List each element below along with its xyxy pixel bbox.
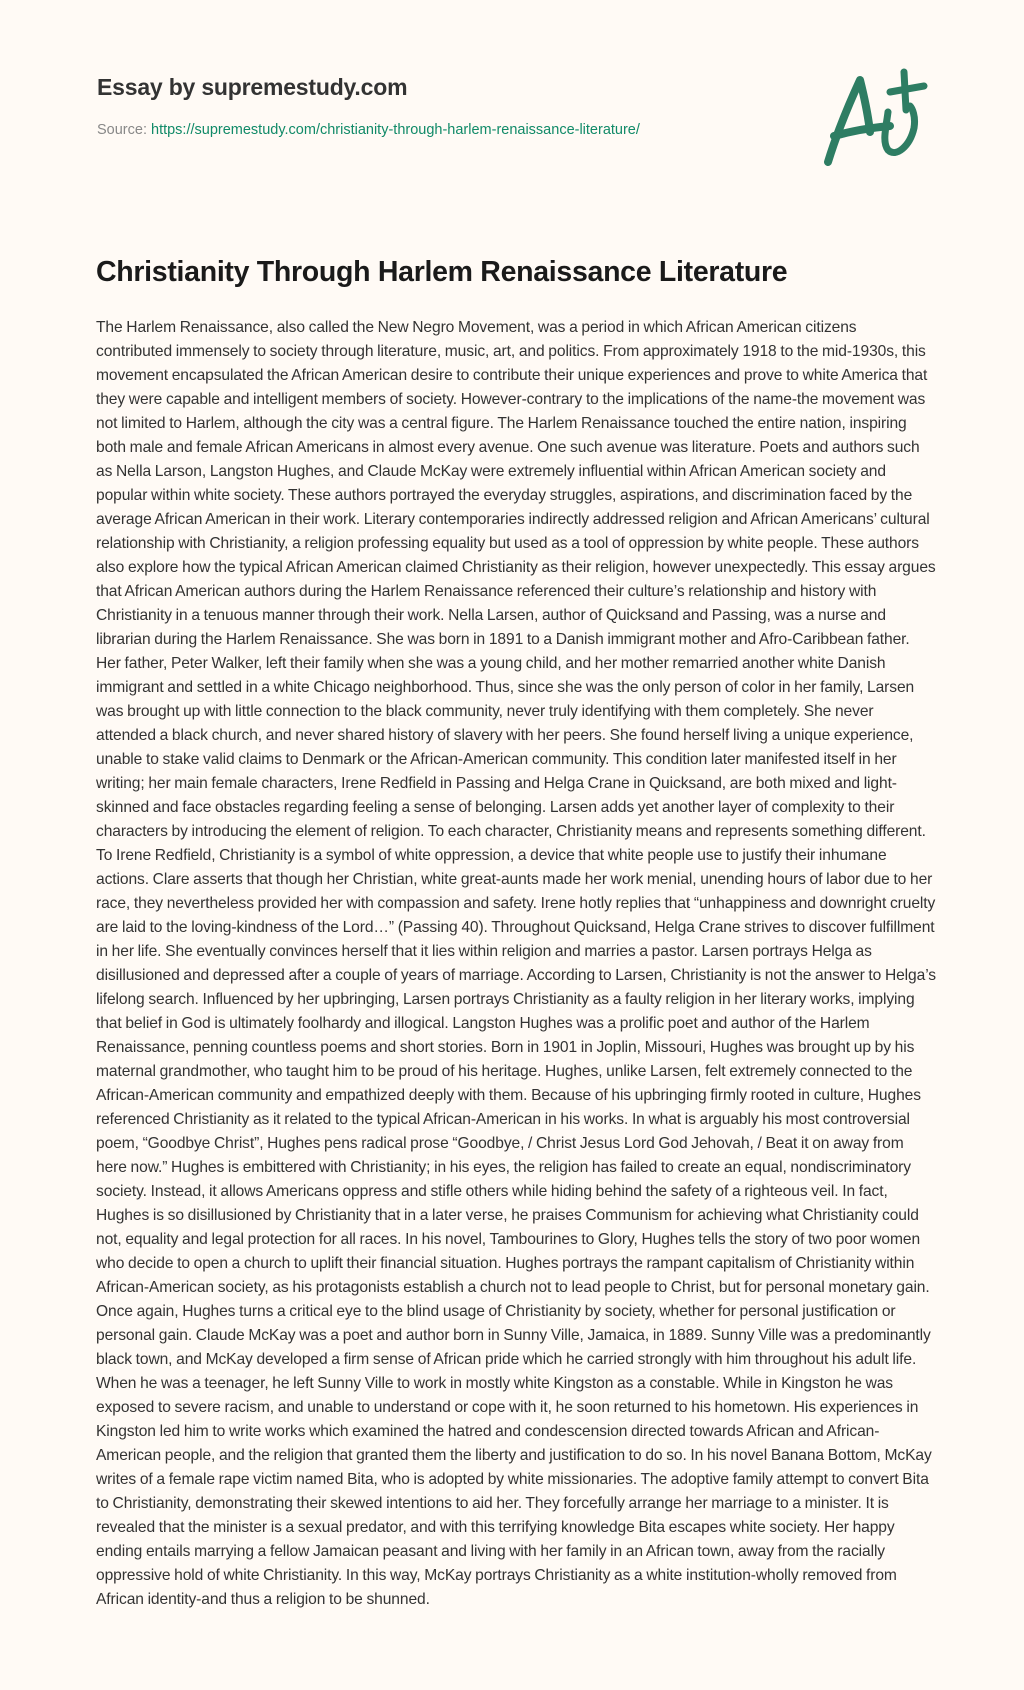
essay-paragraph: The Harlem Renaissance, also called the New Negro Movement, was a period in which African American citizens contributed immensely to society through literature, music, art, and politics. From approximately 1918 to the mid-1930s, this movement encapsulated the African American desire to contribute their unique experiences and prove to white America that they were capable and intelligent members of society. However-contrary to the implications of the name-the movement was not limited to Harlem, although the city was a central figure. The Harlem Renaissance touched the entire nation, inspiring both male and female African Americans in almost every avenue. One such avenue was literature. Poets and authors such as Nella Larson, Langston Hughes, and Claude McKay were extremely influential within African American society and popular within white society. These authors portrayed the everyday struggles, aspirations, and discrimination faced by the average African American in their work. Literary contemporaries indirectly addressed religion and African Americans’ cultural relationship with Christianity, a religion professing equality but used as a tool of oppression by white people. These authors also explore how the typical African American claimed Christianity as their religion, however unexpectedly. This essay argues that African American authors during the Harlem Renaissance referenced their culture’s relationship and history with Christianity in a tenuous manner through their work. Nella Larsen, author of Quicksand and Passing, was a nurse and librarian during the Harlem Renaissance. She was born in 1891 to a Danish immigrant mother and Afro-Caribbean father. Her father, Peter Walker, left their family when she was a young child, and her mother remarried another white Danish immigrant and settled in a white Chicago neighborhood. Thus, since she was the only person of color in her family, Larsen was brought up with little connection to the black community, never truly identifying with them completely. She never attended a black church, and never shared history of slavery with her peers. She found herself living a unique experience, unable to stake valid claims to Denmark or the African-American community. This condition later manifested itself in her writing; her main female characters, Irene Redfield in Passing and Helga Crane in Quicksand, are both mixed and light-skinned and face obstacles regarding feeling a sense of belonging. Larsen adds yet another layer of complexity to their characters by introducing the element of religion. To each character, Christianity means and represents something different. To Irene Redfield, Christianity is a symbol of white oppression, a device that white people use to justify their inhumane actions. Clare asserts that though her Christian, white great-aunts made her work menial, unending hours of labor due to her race, they nevertheless provided her with compassion and safety. Irene hotly replies that “unhappiness and downright cruelty are laid to the loving-kindness of the Lord…” (Passing 40). Throughout Quicksand, Helga Crane strives to discover fulfillment in her life. She eventually convinces herself that it lies within religion and marries a pastor. Larsen portrays Helga as disillusioned and depressed after a couple of years of marriage. According to Larsen, Christianity is not the answer to Helga’s lifelong search. Influenced by her upbringing, Larsen portrays Christianity as a faulty religion in her literary works, implying that belief in God is ultimately foolhardy and illogical. Langston Hughes was a prolific poet and author of the Harlem Renaissance, penning countless poems and short stories. Born in 1901 in Joplin, Missouri, Hughes was brought up by his maternal grandmother, who taught him to be proud of his heritage. Hughes, unlike Larsen, felt extremely connected to the African-American community and empathized deeply with them. Because of his upbringing firmly rooted in culture, Hughes referenced Christianity as it related to the typical African-American in his works. In what is arguably his most controversial poem, “Goodbye Christ”, Hughes pens radical prose “Goodbye, / Christ Jesus Lord God Jehovah, / Beat it on away from here now.” Hughes is embittered with Christianity; in his eyes, the religion has failed to create an equal, nondiscriminatory society. Instead, it allows Americans oppress and stifle others while hiding behind the safety of a righteous veil. In fact, Hughes is so disillusioned by Christianity that in a later verse, he praises Communism for achieving what Christianity could not, equality and legal protection for all races. In his novel, Tambourines to Glory, Hughes tells the story of two poor women who decide to open a church to uplift their financial situation. Hughes portrays the rampant capitalism of Christianity within African-American society, as his protagonists establish a church not to lead people to Christ, but for personal monetary gain. Once again, Hughes turns a critical eye to the blind usage of Christianity by society, whether for personal justification or personal gain. Claude McKay was a poet and author born in Sunny Ville, Jamaica, in 1889. Sunny Ville was a predominantly black town, and McKay developed a firm sense of African pride which he carried strongly with him throughout his adult life. When he was a teenager, he left Sunny Ville to work in mostly white Kingston as a constable. While in Kingston he was exposed to severe racism, and unable to understand or cope with it, he soon returned to his hometown. His experiences in Kingston led him to write works which examined the hatred and condescension directed towards African and African-American people, and the religion that granted them the liberty and justification to do so. In his novel Banana Bottom, McKay writes of a female rape victim named Bita, who is adopted by white missionaries. The adoptive family attempt to convert Bita to Christianity, demonstrating their skewed intentions to aid her. They forcefully arrange her marriage to a minister. It is revealed that the minister is a sexual predator, and with this terrifying knowledge Bita escapes white society. Her happy ending entails marrying a fellow Jamaican peasant and living with her family in an African town, away from the racially oppressive hold of white Christianity. In this way, McKay portrays Christianity as a white institution-wholly removed from African identity-and thus a religion to be shunned.	[96, 319, 936, 1608]
page-header	[97, 72, 817, 140]
source-line	[97, 120, 817, 140]
site-title: Essay by supremestudy.com	[97, 74, 408, 100]
essay-body	[96, 316, 936, 1612]
essay-content	[96, 254, 936, 1612]
a-plus-grade-icon	[818, 66, 930, 168]
source-link[interactable]: https://supremestudy.com/christianity-through-harlem-renaissance-literature/	[151, 122, 640, 138]
essay-title: Christianity Through Harlem Renaissance Literature	[96, 256, 788, 288]
source-label: Source:	[97, 122, 151, 138]
